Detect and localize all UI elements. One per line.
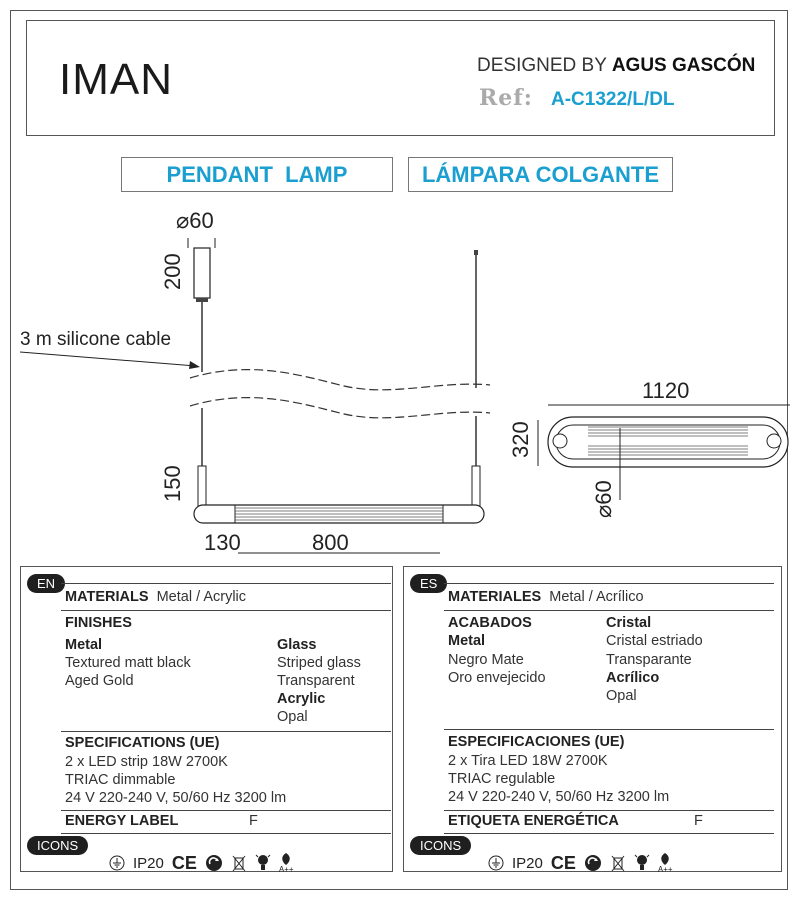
spec-item: TRIAC dimmable <box>65 772 176 788</box>
break-line-bottom <box>190 398 490 418</box>
finishes-label: ACABADOS <box>448 615 532 631</box>
energy-class-text: A++ <box>657 865 673 874</box>
top-view-end-right <box>767 434 781 448</box>
ip-rating: IP20 <box>512 854 543 872</box>
glass-item: Striped glass <box>277 655 361 671</box>
dim-tube-diameter: ⌀60 <box>591 480 616 518</box>
ref-code: A-C1322/L/DL <box>551 89 675 110</box>
canopy-shape <box>194 248 210 298</box>
materials-value: Metal / Acrílico <box>549 589 644 605</box>
lang-tag-es: ES <box>410 574 447 593</box>
energy-leaf-icon <box>279 852 294 874</box>
cable-leader-line <box>20 352 196 366</box>
rule <box>61 610 391 611</box>
glass-item: Transparante <box>606 652 692 668</box>
ce-mark-icon: CE <box>550 852 576 873</box>
designed-by-prefix: DESIGNED BY <box>477 55 607 76</box>
recycle-icon <box>205 854 223 872</box>
spec-item: 24 V 220-240 V, 50/60 Hz 3200 lm <box>65 790 287 806</box>
spec-item: 2 x LED strip 18W 2700K <box>65 754 228 770</box>
cable-label: 3 m silicone cable <box>20 329 172 350</box>
right-cable-cap <box>474 250 478 255</box>
ip-rating: IP20 <box>133 854 164 872</box>
panel-es <box>403 566 782 872</box>
break-line-top <box>190 370 490 390</box>
materials-row <box>448 589 644 605</box>
energy-leaf-icon <box>658 852 673 874</box>
acrylic-item: Opal <box>606 688 637 704</box>
spec-item: TRIAC regulable <box>448 771 556 787</box>
dim-canopy-diameter: ⌀60 <box>176 208 214 233</box>
glass-label: Cristal <box>606 615 652 631</box>
finishes-label: FINISHES <box>65 615 132 631</box>
rule <box>61 583 391 584</box>
energy-class-text: A++ <box>278 865 294 874</box>
energy-value: F <box>694 813 703 829</box>
ground-icon <box>109 855 125 871</box>
cable-arrow-head <box>189 361 200 369</box>
led-bulb-icon <box>255 853 271 873</box>
canopy-base <box>196 298 208 302</box>
metal-item: Textured matt black <box>65 655 191 671</box>
energy-value: F <box>249 813 258 829</box>
ground-icon <box>488 855 504 871</box>
led-bulb-icon <box>634 853 650 873</box>
rod-right <box>472 466 480 506</box>
metal-item: Oro envejecido <box>448 670 546 686</box>
icons-row-en <box>109 852 294 874</box>
metal-label: Metal <box>65 637 103 653</box>
weee-bin-icon <box>231 854 247 872</box>
title-en: PENDANT LAMP <box>121 157 393 192</box>
panel-en <box>20 566 393 872</box>
designer-name: AGUS GASCÓN <box>611 55 756 76</box>
spec-label: ESPECIFICACIONES (UE) <box>448 734 625 750</box>
metal-label: Metal <box>448 633 486 649</box>
ce-mark-icon: CE <box>171 852 197 873</box>
ref-label: Ref: <box>479 85 533 111</box>
title-es: LÁMPARA COLGANTE <box>408 157 673 192</box>
glass-item: Transparent <box>277 673 355 689</box>
materials-value: Metal / Acrylic <box>156 589 247 605</box>
glass-item: Cristal estriado <box>606 633 703 649</box>
rod-left <box>198 466 206 506</box>
acrylic-item: Opal <box>277 709 308 725</box>
weee-bin-icon <box>610 854 626 872</box>
materials-row <box>65 589 246 605</box>
top-view-end-left <box>553 434 567 448</box>
acrylic-label: Acrílico <box>606 670 660 686</box>
dim-800: 800 <box>312 530 349 555</box>
rule <box>444 583 774 584</box>
icons-tag-es: ICONS <box>410 836 471 855</box>
rule <box>444 729 774 730</box>
dim-150: 150 <box>160 465 185 502</box>
product-name: IMAN <box>59 55 173 104</box>
spec-item: 24 V 220-240 V, 50/60 Hz 3200 lm <box>448 789 670 805</box>
icons-row-es <box>488 852 673 874</box>
dim-130: 130 <box>204 530 241 555</box>
materials-label: MATERIALS <box>65 589 149 605</box>
dim-200: 200 <box>160 253 185 290</box>
icons-tag-en: ICONS <box>27 836 88 855</box>
rule <box>444 610 774 611</box>
energy-label: ENERGY LABEL <box>65 813 179 829</box>
rule <box>444 833 774 834</box>
lang-tag-en: EN <box>27 574 65 593</box>
rule <box>444 810 774 811</box>
dim-320: 320 <box>508 421 533 458</box>
spec-label: SPECIFICATIONS (UE) <box>65 735 220 751</box>
metal-item: Negro Mate <box>448 652 524 668</box>
materials-label: MATERIALES <box>448 589 542 605</box>
rule <box>61 833 391 834</box>
dim-1120: 1120 <box>642 378 690 403</box>
spec-item: 2 x Tira LED 18W 2700K <box>448 753 608 769</box>
energy-label: ETIQUETA ENERGÉTICA <box>448 813 619 829</box>
rule <box>61 810 391 811</box>
glass-label: Glass <box>277 637 317 653</box>
metal-item: Aged Gold <box>65 673 134 689</box>
rule <box>61 731 391 732</box>
recycle-icon <box>584 854 602 872</box>
acrylic-label: Acrylic <box>277 691 326 707</box>
